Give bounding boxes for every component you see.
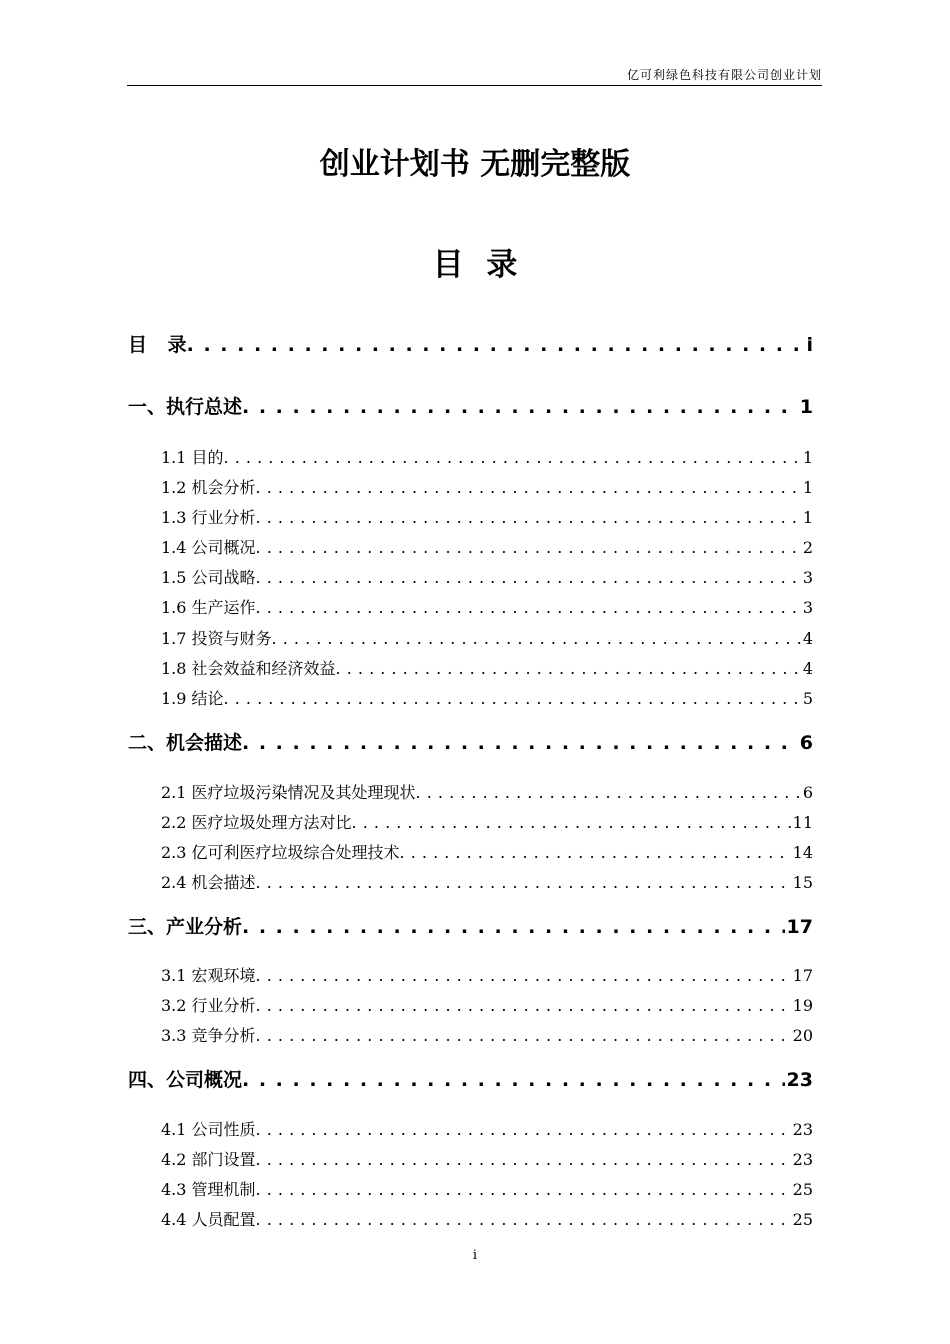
- dot-leader: [224, 687, 801, 711]
- toc-entry-page: 23: [792, 1120, 813, 1139]
- toc-entry-1-3[interactable]: [161, 506, 813, 530]
- dot-leader: [256, 596, 801, 620]
- toc-entry-chapter-3[interactable]: [128, 913, 813, 941]
- dot-leader: [256, 476, 801, 500]
- toc-entry-3-1[interactable]: [161, 964, 813, 988]
- toc-entry-page: 17: [792, 966, 813, 985]
- toc-entry-page: 6: [802, 783, 813, 802]
- toc-entry-2-2[interactable]: [161, 811, 813, 835]
- toc-entry-label: 4.2 部门设置: [161, 1150, 256, 1169]
- toc-entry-page: 17: [786, 916, 813, 938]
- dot-leader: [336, 657, 801, 681]
- toc-entry-1-5[interactable]: [161, 566, 813, 590]
- toc-entry-label: 1.4 公司概况: [161, 538, 256, 557]
- toc-entry-2-1[interactable]: [161, 781, 813, 805]
- toc-entry-contents[interactable]: [128, 331, 813, 359]
- toc-entry-1-7[interactable]: [161, 627, 813, 651]
- toc-entry-1-6[interactable]: [161, 596, 813, 620]
- toc-entry-4-4[interactable]: [161, 1208, 813, 1232]
- toc-entry-page: i: [806, 334, 813, 356]
- toc-entry-label: 1.5 公司战略: [161, 568, 256, 587]
- toc-entry-label: 1.8 社会效益和经济效益: [161, 659, 336, 678]
- toc-entry-1-4[interactable]: [161, 536, 813, 560]
- toc-entry-page: 1: [802, 478, 813, 497]
- toc-heading: 目 录: [432, 247, 518, 283]
- toc-entry-page: 23: [792, 1150, 813, 1169]
- toc-entry-3-3[interactable]: [161, 1024, 813, 1048]
- toc-entry-label: 3.1 宏观环境: [161, 966, 256, 985]
- toc-entry-label: 1.1 目的: [161, 448, 224, 467]
- toc-entry-page: 2: [802, 538, 813, 557]
- toc-entry-page: 4: [802, 629, 813, 648]
- toc-entry-1-8[interactable]: [161, 657, 813, 681]
- toc-entry-label: 4.4 人员配置: [161, 1210, 256, 1229]
- toc-entry-label: 1.7 投资与财务: [161, 629, 272, 648]
- dot-leader: [187, 331, 805, 359]
- toc-entry-label: 2.1 医疗垃圾污染情况及其处理现状: [161, 783, 416, 802]
- toc-entry-page: 20: [792, 1026, 813, 1045]
- toc-entry-label: 4.3 管理机制: [161, 1180, 256, 1199]
- toc-entry-2-3[interactable]: [161, 841, 813, 865]
- dot-leader: [242, 393, 798, 421]
- toc-entry-label: 1.6 生产运作: [161, 598, 256, 617]
- dot-leader: [272, 627, 801, 651]
- toc-entry-label: 二、机会描述: [128, 732, 243, 754]
- toc-entry-label: 2.3 亿可利医疗垃圾综合处理技术: [161, 843, 400, 862]
- toc-entry-1-1[interactable]: [161, 446, 813, 470]
- toc-entry-page: 15: [792, 873, 813, 892]
- toc-entry-page: 1: [799, 396, 813, 418]
- toc-entry-page: 25: [792, 1180, 813, 1199]
- toc-entry-label: 一、执行总述: [128, 396, 243, 418]
- toc-entry-label: 四、公司概况: [128, 1069, 243, 1091]
- dot-leader: [256, 566, 801, 590]
- toc-entry-page: 3: [802, 598, 813, 617]
- toc-entry-label: 三、产业分析: [128, 916, 243, 938]
- toc-entry-page: 11: [792, 813, 813, 832]
- toc-entry-page: 4: [802, 659, 813, 678]
- toc-entry-label: 目 录: [128, 334, 187, 356]
- toc-entry-chapter-1[interactable]: [128, 393, 813, 421]
- dot-leader: [400, 841, 791, 865]
- toc-entry-page: 3: [802, 568, 813, 587]
- dot-leader: [256, 1024, 791, 1048]
- toc-entry-1-9[interactable]: [161, 687, 813, 711]
- dot-leader: [256, 506, 801, 530]
- toc-entry-label: 1.3 行业分析: [161, 508, 256, 527]
- toc-entry-page: 14: [792, 843, 813, 862]
- dot-leader: [256, 964, 791, 988]
- dot-leader: [256, 1178, 791, 1202]
- toc-entry-page: 6: [799, 732, 813, 754]
- toc-entry-page: 25: [792, 1210, 813, 1229]
- dot-leader: [256, 1148, 791, 1172]
- toc-entry-label: 3.3 竞争分析: [161, 1026, 256, 1045]
- toc-entry-2-4[interactable]: [161, 871, 813, 895]
- toc-entry-label: 2.4 机会描述: [161, 873, 256, 892]
- footer-page-number: i: [472, 1248, 478, 1263]
- dot-leader: [416, 781, 801, 805]
- dot-leader: [256, 1208, 791, 1232]
- dot-leader: [224, 446, 801, 470]
- toc-entry-page: 23: [786, 1069, 813, 1091]
- toc-entry-chapter-2[interactable]: [128, 729, 813, 757]
- toc-entry-4-1[interactable]: [161, 1118, 813, 1142]
- dot-leader: [256, 1118, 791, 1142]
- dot-leader: [242, 729, 798, 757]
- toc-entry-page: 5: [802, 689, 813, 708]
- toc-entry-page: 1: [802, 508, 813, 527]
- dot-leader: [256, 536, 801, 560]
- dot-leader: [256, 871, 791, 895]
- toc-entry-page: 19: [792, 996, 813, 1015]
- toc-entry-3-2[interactable]: [161, 994, 813, 1018]
- toc-entry-page: 1: [802, 448, 813, 467]
- toc-entry-label: 4.1 公司性质: [161, 1120, 256, 1139]
- toc-entry-label: 1.2 机会分析: [161, 478, 256, 497]
- toc-entry-1-2[interactable]: [161, 476, 813, 500]
- dot-leader: [242, 1066, 785, 1094]
- toc-entry-4-2[interactable]: [161, 1148, 813, 1172]
- toc-entry-label: 1.9 结论: [161, 689, 224, 708]
- running-header: 亿可利绿色科技有限公司创业计划: [626, 68, 822, 82]
- dot-leader: [242, 913, 785, 941]
- document-title: 创业计划书 无删完整版: [319, 147, 631, 182]
- toc-entry-4-3[interactable]: [161, 1178, 813, 1202]
- toc-entry-label: 2.2 医疗垃圾处理方法对比: [161, 813, 352, 832]
- toc-entry-chapter-4[interactable]: [128, 1066, 813, 1094]
- dot-leader: [352, 811, 791, 835]
- toc-entry-label: 3.2 行业分析: [161, 996, 256, 1015]
- dot-leader: [256, 994, 791, 1018]
